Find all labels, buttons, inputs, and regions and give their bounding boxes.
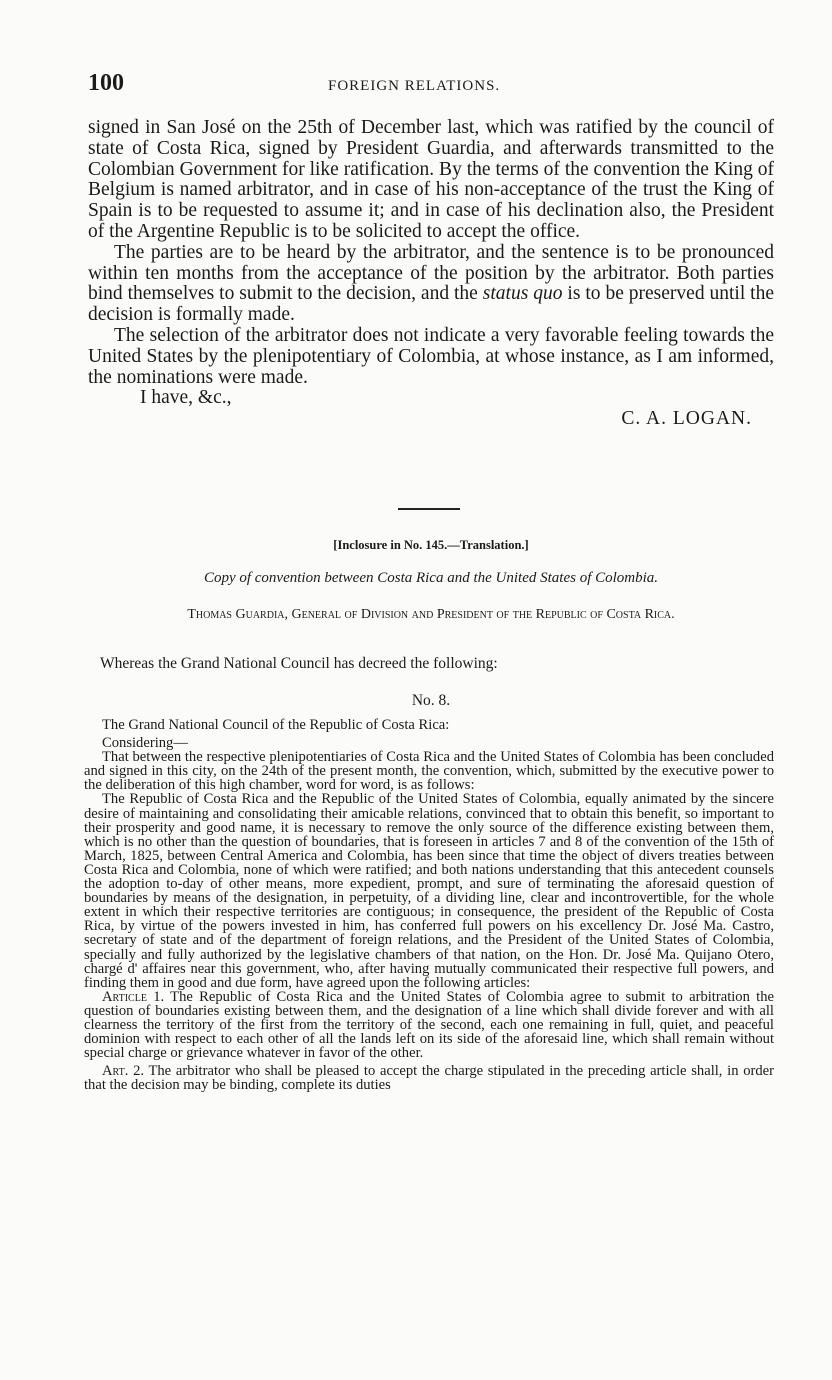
letter-closing [88,388,774,430]
letter-paragraph: signed in San José on the 25th of December last, which was ratified by the council of state of Costa Rica, signed by President Guardia, and afterwards transmitted to the Colombian Government for like ratification. By the terms of the convention the King of Belgium is named arbitrator, and in case of his non-acceptance of the trust the King of Spain is to be requested to assume it; and in case of his declination also, the President of the Argentine Republic is to be solicited to accept the office. [88,117,774,242]
article-1 [84,990,774,1060]
running-head: FOREIGN RELATIONS. [328,78,501,94]
article-2-text: The arbitrator who shall be pleased to accept the charge stipulated in the preceding article shall, in order that the decision may be binding, complete its duties [84,1063,775,1094]
whereas-line: Whereas the Grand National Council has decreed the following: [100,655,498,672]
that-paragraph: That between the respective plenipotentiaries of Costa Rica and the United States of Colombia has been concluded and signed in this city, on the 24th of the present month, the convention, which, submitted by the executive power to the deliberation of this high chamber, word for word, is as follows: [84,749,774,794]
issuer-line: Thomas Guardia, General of Division and President of the Republic of Costa Rica. [187,607,675,622]
status-quo-italic: status quo [482,283,563,305]
article-1-text: The Republic of Costa Rica and the United States of Colombia agree to submit to arbitration the question of boundaries existing between them, and the designation of a line which shall divide forever and with all clearness the territory of the first from the territory of the second, each one remaining in full, quiet, and peaceful dominion with respect to each other of all the lands left on its side of the aforesaid line, which shall remain without special charge or grievance whatever in favor of the other. [84,988,775,1062]
republic-paragraph: The Republic of Costa Rica and the Republic of the United States of Colombia, equally animated by the sincere desire of maintaining and consolidating their amicable relations, convinced that to obtain this benefit, so important to their prosperity and good name, it is necessary to remove the only source of the difference existing between them, which is no other than the question of boundaries, that is foreseen in articles 7 and 8 of the convention of the 15th of March, 1825, between Central America and Colombia, has been since that time the object of divers treaties between Costa Rica and Colombia, none of which were ratified; and both nations understanding that this antecedent counsels the adoption to-day of other means, more expedient, prompt, and sure of terminating the aforesaid question of boundaries by means of the designation, in perpetuity, of a dividing line, clear and incontrovertible, for the whole extent in which their respective territories are contiguous; in consequence, the president of the Republic of Costa Rica, by virtue of the powers invested in him, has conferred full powers on his excellency Dr. José Ma. Castro, secretary of state and of the department of foreign relations, and the President of the United States of Colombia, specially and fully authorized by the legislative chambers of that nation, on the Hon. Dr. José Ma. Quijano Otero, chargé d' affaires near this government, who, after having mutually communicated their respective full powers, and finding them in good and due form, have agreed upon the following articles: [84,791,774,991]
decree-number: No. 8. [411,692,451,709]
para2-text-a: The parties are to be heard by the arbitrator, and the sentence is to be pronounced within ten months from the acceptance of the position by the arbitrator. Both parties bind themselves to submit to the decision, and the [88,241,774,305]
article-1-label: Article 1. [102,988,165,1005]
section-divider [398,508,460,510]
letter-body [88,118,774,430]
article-2 [84,1064,774,1092]
article-2-label: Art. 2. [102,1063,145,1080]
letter-paragraph-selection: The selection of the arbitrator does not indicate a very favorable feeling towards the United States by the plenipotentiary of Colombia, at whose instance, as I am informed, the nominations were made. [88,324,774,388]
council-line: The Grand National Council of the Republic of Costa Rica: [102,717,450,733]
page-number: 100 [88,70,124,96]
considering-line: Considering— [102,735,188,752]
convention-title: Copy of convention between Costa Rica and the United States of Colombia. [203,570,659,586]
convention-body [84,718,774,1092]
greeting: I have, &c., [140,387,232,409]
enclosure-heading: [Inclosure in No. 145.—Translation.] [333,538,529,552]
para2-text-b: is to be preserved until the decision is formally made. [88,283,775,326]
letter-paragraph-arbitration [88,243,774,326]
signature: C. A. LOGAN. [621,408,752,430]
page-header [88,70,778,102]
